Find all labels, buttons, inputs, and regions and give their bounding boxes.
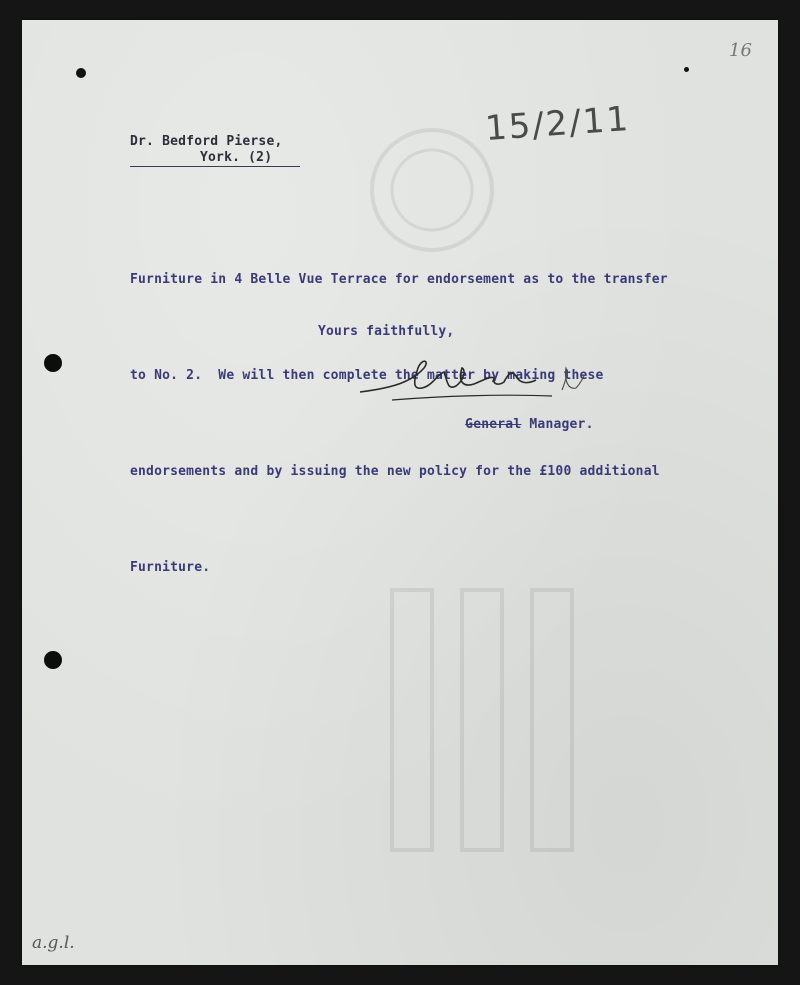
handwritten-date: 15/2/11: [483, 98, 632, 150]
punch-hole-top: [44, 354, 62, 372]
pin-mark-right: [684, 67, 689, 72]
body-line-3: endorsements and by issuing the new policy for the £100 additional: [130, 464, 660, 479]
struck-word: General: [465, 417, 522, 432]
letter-sheet: [22, 20, 778, 965]
signatory-title: [417, 402, 594, 447]
body-line-1: Furniture in 4 Belle Vue Terrace for endorsement as to the transfer: [130, 272, 668, 287]
body-line-4: Furniture.: [130, 560, 211, 575]
body-line-2: to No. 2. We will then complete the matter by making these: [130, 368, 604, 383]
addressee-line-1: Dr. Bedford Pierse,: [130, 134, 283, 149]
addressee-line-2: York. (2): [200, 150, 273, 165]
addressee-underline: [130, 166, 300, 167]
page-number: 16: [729, 40, 752, 61]
closing: Yours faithfully,: [318, 324, 455, 339]
title-rest: Manager.: [521, 417, 594, 432]
pin-mark-left: [76, 68, 86, 78]
punch-hole-bottom: [44, 651, 62, 669]
reference-mark: a.g.l.: [32, 933, 75, 953]
